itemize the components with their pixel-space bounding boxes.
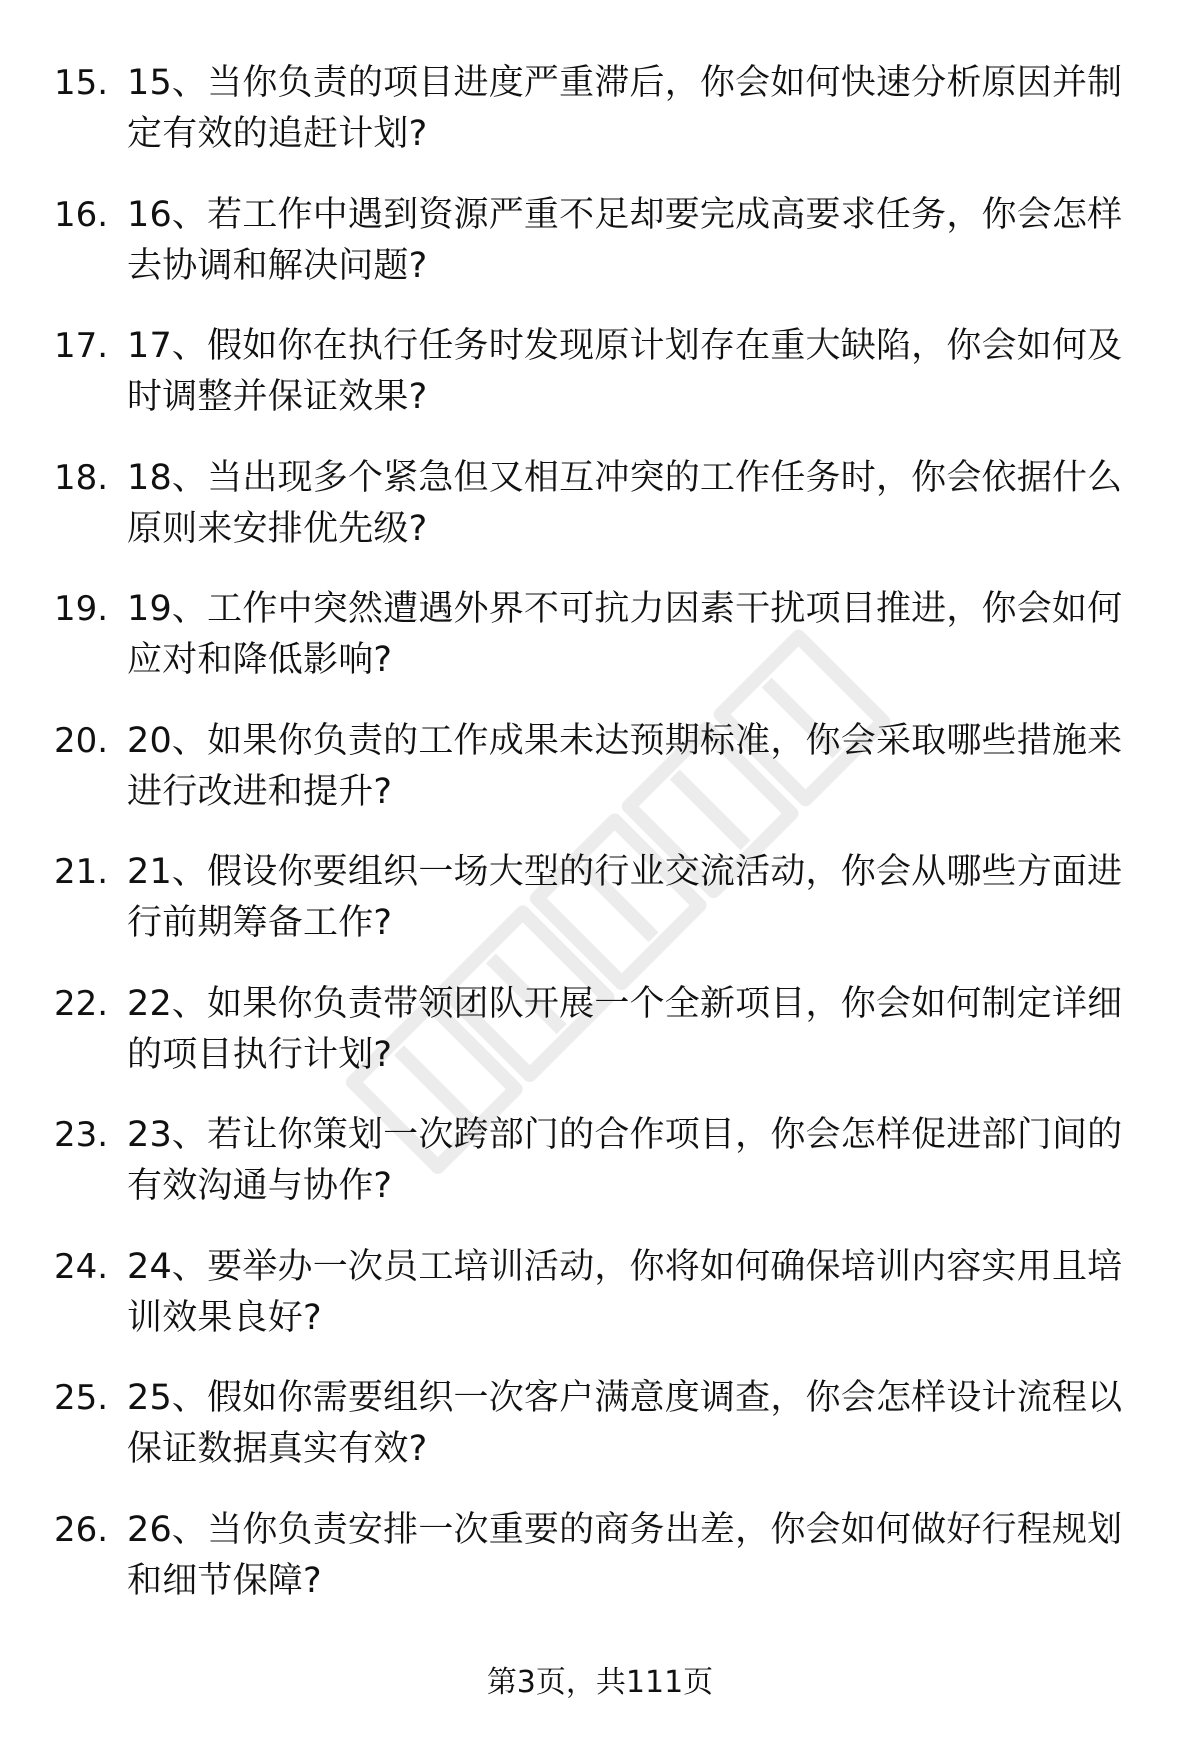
question-item <box>0 979 1200 1111</box>
question-item <box>0 58 1200 190</box>
question-item <box>0 321 1200 453</box>
question-number: 19. <box>54 589 109 629</box>
question-item <box>0 847 1200 979</box>
question-text: 21、假设你要组织一场大型的行业交流活动，你会从哪些方面进行前期筹备工作? <box>127 852 1123 943</box>
question-text: 19、工作中突然遭遇外界不可抗力因素干扰项目推进，你会如何应对和降低影响? <box>127 589 1123 680</box>
question-list <box>0 58 1200 1636</box>
question-item <box>0 1505 1200 1637</box>
question-number: 24. <box>54 1246 109 1287</box>
page-number-footer: 第3页，共111页 <box>486 1665 714 1700</box>
question-number: 21. <box>54 852 109 892</box>
question-text: 22、如果你负责带领团队开展一个全新项目，你会如何制定详细的项目执行计划? <box>127 983 1123 1075</box>
question-text: 15、当你负责的项目进度严重滞后，你会如何快速分析原因并制定有效的追赶计划? <box>127 63 1123 154</box>
question-text: 25、假如你需要组织一次客户满意度调查，你会怎样设计流程以保证数据真实有效? <box>127 1378 1123 1469</box>
question-text: 24、要举办一次员工培训活动，你将如何确保培训内容实用且培训效果良好? <box>127 1246 1123 1338</box>
question-item <box>0 1242 1200 1374</box>
question-item <box>0 453 1200 585</box>
question-item <box>0 584 1200 716</box>
question-text: 16、若工作中遇到资源严重不足却要完成高要求任务，你会怎样去协调和解决问题? <box>127 194 1123 286</box>
question-number: 20. <box>54 720 109 761</box>
question-text: 17、假如你在执行任务时发现原计划存在重大缺陷，你会如何及时调整并保证效果? <box>127 326 1123 417</box>
question-text: 20、如果你负责的工作成果未达预期标准，你会采取哪些措施来进行改进和提升? <box>127 720 1123 812</box>
question-item <box>0 1110 1200 1242</box>
question-number: 23. <box>54 1115 109 1155</box>
question-text: 18、当出现多个紧急但又相互冲突的工作任务时，你会依据什么原则来安排优先级? <box>127 457 1123 549</box>
question-text: 26、当你负责安排一次重要的商务出差，你会如何做好行程规划和细节保障? <box>127 1509 1123 1601</box>
question-item <box>0 716 1200 848</box>
question-number: 15. <box>54 63 109 103</box>
question-number: 16. <box>54 194 109 235</box>
question-number: 18. <box>54 457 109 498</box>
question-item <box>0 1373 1200 1505</box>
question-text: 23、若让你策划一次跨部门的合作项目，你会怎样促进部门间的有效沟通与协作? <box>127 1115 1123 1206</box>
question-number: 25. <box>54 1378 109 1418</box>
question-number: 22. <box>54 983 109 1024</box>
question-number: 26. <box>54 1509 109 1550</box>
question-number: 17. <box>54 326 109 366</box>
question-item <box>0 190 1200 322</box>
